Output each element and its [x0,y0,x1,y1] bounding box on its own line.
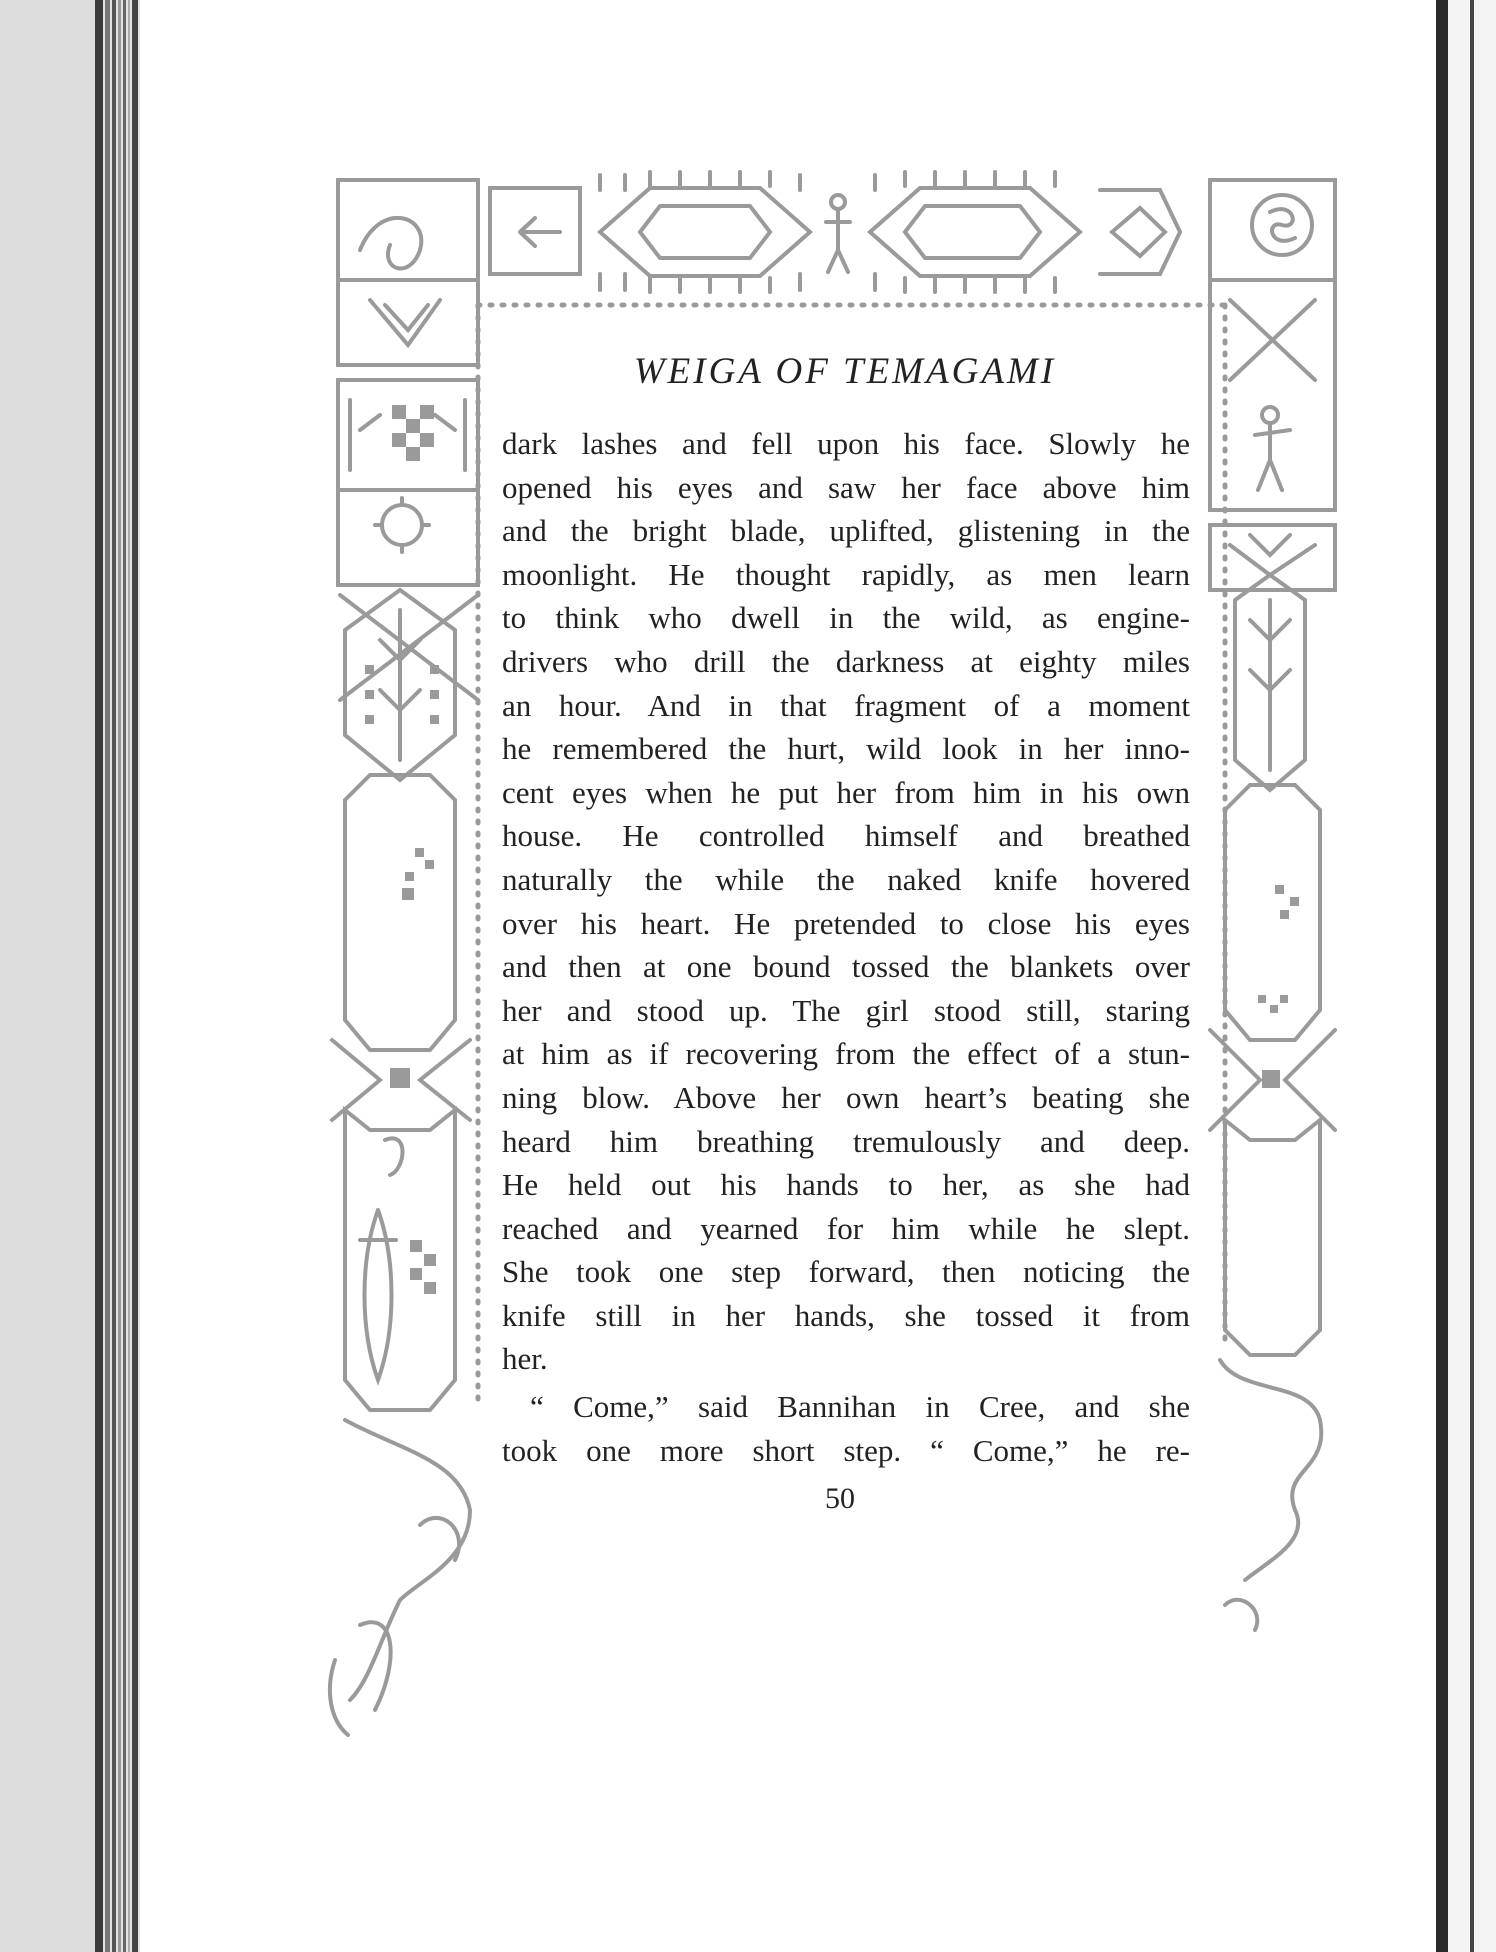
text-line: moonlight. He thought rapidly, as men learn [502,556,1190,592]
text-line: opened his eyes and saw her face above him [502,469,1190,505]
text-line: She took one step forward, then noticing the [502,1254,1190,1290]
text-line: over his heart. He pretended to close his eyes [502,905,1190,941]
text-line: “ Come,” said Bannihan in Cree, and she [530,1389,1190,1425]
text-line: her and stood up. The girl stood still, staring [502,992,1190,1028]
text-line: an hour. And in that fragment of a moment [502,687,1190,723]
page-number: 50 [825,1482,855,1515]
paragraph-1 [502,422,1190,1381]
text-line: house. He controlled himself and breathed [502,818,1190,854]
paragraph-2 [502,1385,1190,1472]
text-line: reached and yearned for him while he slept. [502,1210,1190,1246]
text-line: and then at one bound tossed the blankets over [502,949,1190,985]
text-line: he remembered the hurt, wild look in her inno- [502,731,1190,767]
text-line: at him as if recovering from the effect of a stun- [502,1036,1190,1072]
text-line: cent eyes when he put her from him in his own [502,774,1190,810]
text-line: dark lashes and fell upon his face. Slowly he [502,426,1190,461]
text-line: ning blow. Above her own heart’s beating she [502,1079,1190,1115]
body-text [502,422,1190,1472]
text-line: her. [502,1341,548,1377]
running-title: WEIGA OF TEMAGAMI [633,351,1057,392]
text-line: to think who dwell in the wild, as engine- [502,600,1190,636]
text-line: heard him breathing tremulously and deep. [502,1123,1190,1159]
text-line: He held out his hands to her, as she had [502,1167,1190,1203]
text-line: took one more short step. “ Come,” he re- [502,1432,1190,1468]
text-line: knife still in her hands, she tossed it from [502,1297,1190,1333]
text-line: and the bright blade, uplifted, glistening in the [502,513,1190,549]
text-line: naturally the while the naked knife hovered [502,861,1190,897]
text-line: drivers who drill the darkness at eighty miles [502,643,1190,679]
